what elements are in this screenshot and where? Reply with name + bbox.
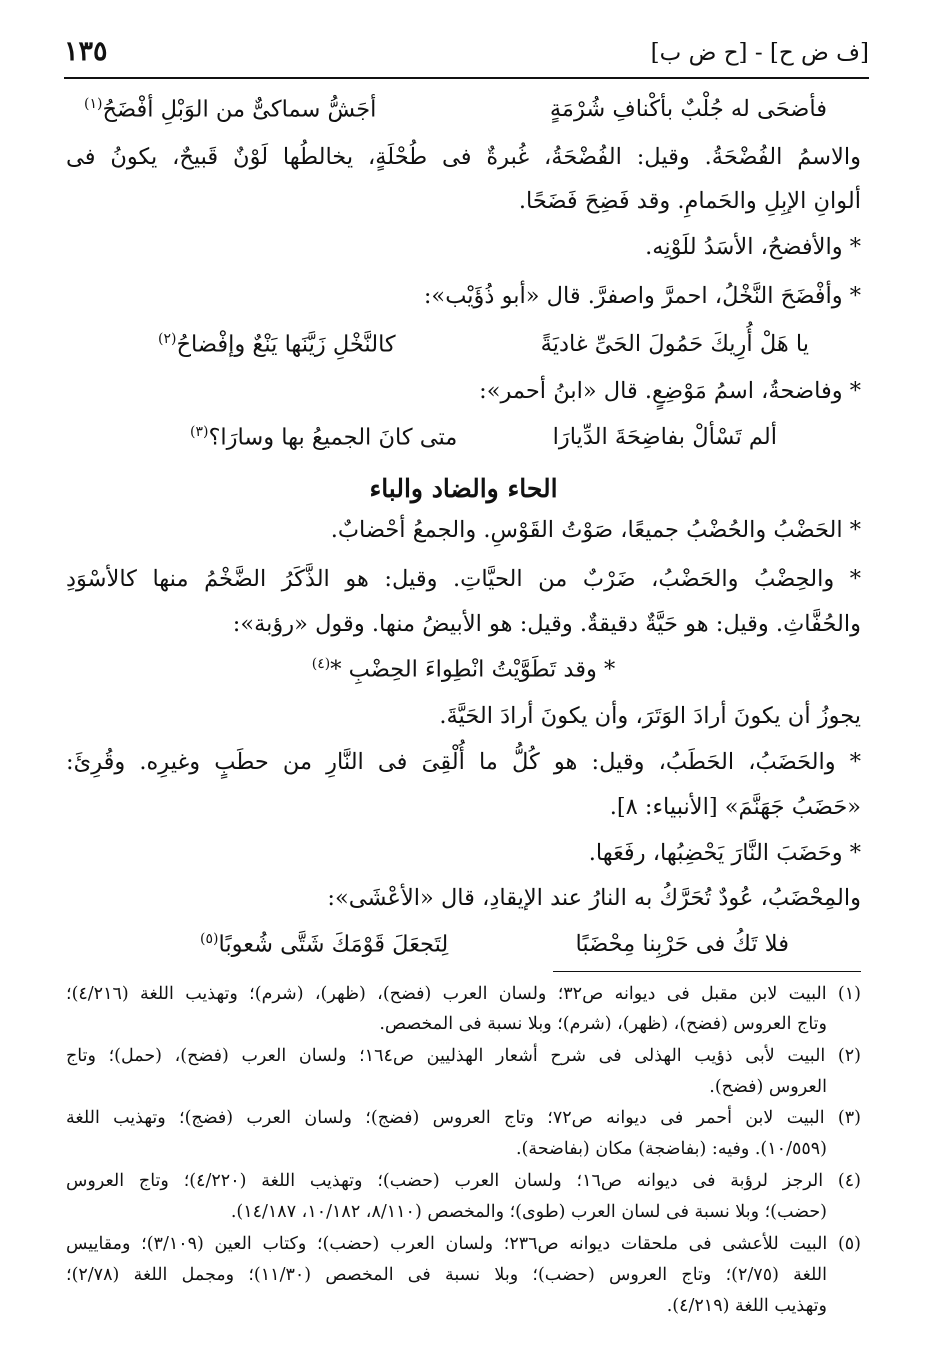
verse-2-second-hemistich xyxy=(158,330,396,360)
section-title: الحاء والضاد والباء xyxy=(369,474,558,503)
footnote-2-line: العروس (فضح). xyxy=(709,1077,827,1097)
verse-1-second-text: أجَشُّ سماكىٌّ من الوَبْلِ أفْضَحُ xyxy=(102,96,377,123)
verse-1-second-hemistich xyxy=(84,95,376,125)
footnote-ref-5: (٥) xyxy=(200,931,219,947)
verse-2-second-text: كالنَّخْلِ زَيَّنَها يَنْعٌ وإفْضاحُ xyxy=(176,331,396,358)
footnote-2-line: (٢) البيت لأبى ذؤيب الهذلى فى شرح أشعار الهذليين ص١٦٤؛ ولسان العرب (فضح)، (حمل)؛ وتاج xyxy=(66,1046,861,1066)
footnote-5-line: اللغة (٢/٧٥)؛ وتاج العروس (حضب)؛ وبلا نسبة فى المخصص (١١/٣٠)؛ ومجمل اللغة (٢/٧٨)؛ xyxy=(66,1265,827,1285)
footnote-ref-1: (١) xyxy=(84,96,103,112)
rajaz-text: * وقد تَطَوَّيْتُ انْطِواءَ الحِضْبِ * xyxy=(330,656,616,683)
footnote-5-line: (٥) البيت للأعشى فى ملحقات ديوانه ص٢٣٦؛ ولسان العرب (حضب)؛ وكتاب العين (٣/١٠٩)؛ ومقاييس xyxy=(66,1234,861,1254)
footnote-5-line: وتهذيب اللغة (٤/٢١٩). xyxy=(666,1296,827,1316)
entry-line: * وأفْضَحَ النَّخْلُ، احمرَّ واصفرَّ. قال «أبو ذُؤَيْب»: xyxy=(423,283,861,309)
root-title: [ف ض ح] - [ح ض ب] xyxy=(650,40,869,66)
entry-line: * والحِضْبُ والحَضْبُ، ضَرْبٌ من الحيَّاتِ. وقيل: هو الذَّكَرُ الضَّخْمُ منها كالأسْوَدِ xyxy=(66,566,861,592)
footnote-1-line: (١) البيت لابن مقبل فى ديوانه ص٣٢؛ ولسان العرب (فضح)، (ظهر)، (شرم)؛ وتهذيب اللغة (٤/٢١٦)؛ xyxy=(66,984,861,1004)
entry-line: * وحَضَبَ النَّارَ يَحْضِبُها، رفَعَها. xyxy=(588,840,861,866)
verse-1-first-hemistich: فأضحَى له جُلْبٌ بأكْنافِ شُرْمَةٍ xyxy=(549,96,827,122)
footnote-ref-4: (٤) xyxy=(311,656,331,672)
footnote-4-line: (٤) الرجز لرؤبة فى ديوانه ص١٦؛ ولسان العرب (حضب)؛ وتهذيب اللغة (٤/٢٢٠)؛ وتاج العروس xyxy=(66,1171,861,1191)
verse-2-first-hemistich: يا هَلْ أُرِيكَ حَمُولَ الحَىِّ غاديَةً xyxy=(540,331,809,357)
paragraph-line: والاسمُ الفُضْحَةُ. وقيل: الفُضْحَةُ، غُبرةٌ فى طُحْلَةٍ، يخالطُها لَوْنٌ قَبيحٌ، يكونُ فى xyxy=(66,144,861,170)
verse-5-first-hemistich: فلا تَكُ فى حَرْبِنا مِحْضَبًا xyxy=(575,931,789,957)
entry-line: * والأفضحُ، الأسَدُ للَوْنِه. xyxy=(645,234,861,260)
footnote-4-line: (حضب)؛ وبلا نسبة فى لسان العرب (طوى)؛ والمخصص (٨/١١٠، ١٠/١٨٢، ١٤/١٨٧). xyxy=(230,1202,827,1222)
page-number: ١٣٥ xyxy=(64,36,108,67)
paragraph-line: ألوانِ الإبِلِ والحَمامِ. وقد فَضِحَ فَضَحًا. xyxy=(518,188,861,214)
verse-5-second-hemistich xyxy=(200,930,448,960)
footnote-ref-3: (٣) xyxy=(190,424,209,440)
entry-line: * الحَضْبُ والحُضْبُ جميعًا، صَوْتُ القَوْسِ. والجمعُ أحْضابٌ. xyxy=(330,517,861,543)
paragraph-line: والمِحْضَبُ، عُودٌ تُحَرَّكُ به النارُ عند الإيقادِ، قال «الأعْشَى»: xyxy=(327,885,861,911)
footnote-3-line: (٣) البيت لابن أحمر فى ديوانه ص٧٢؛ وتاج العروس (فضج)؛ ولسان العرب (فضج)؛ وتهذيب اللغة xyxy=(66,1108,861,1128)
footnote-divider xyxy=(553,971,861,972)
entry-line: * والحَضَبُ، الحَطَبُ، وقيل: هو كُلُّ ما أُلْقِىَ فى النَّارِ من حطَبٍ وغيرِه. وقُرِئَ: xyxy=(66,749,861,775)
footnote-1-line: وتاج العروس (فضح)، (ظهر)، (شرم)؛ وبلا نسبة فى المخصص. xyxy=(379,1014,827,1034)
paragraph-line: والحُفَّاثِ. وقيل: هو حَيَّةٌ دقيقةٌ. وقيل: هو الأبيضُ منها. وقول «رؤبة»: xyxy=(232,611,861,637)
header-divider xyxy=(64,77,869,79)
footnote-3-line: (١٠/٥٥٩). وفيه: (بفاضجة) مكان (بفاضحة). xyxy=(515,1139,827,1159)
verse-3-first-hemistich: ألم تَسْألْ بفاضِحَةَ الدِّيارَا xyxy=(552,424,777,450)
verse-3-second-hemistich xyxy=(190,423,457,453)
verse-5-second-text: لِتَجعَلَ قَوْمَكَ شَتَّى شُعوبًا xyxy=(218,931,449,958)
rajaz-verse xyxy=(66,655,861,685)
entry-line: * وفاضحةُ، اسمُ مَوْضِعٍ. قال «ابنُ أحمر»: xyxy=(479,378,861,404)
verse-3-second-text: متى كانَ الجميعُ بها وسارَا؟ xyxy=(208,424,458,451)
paragraph-line: «حَضَبُ جَهَنَّمَ» [الأنبياء: ٨]. xyxy=(609,794,861,820)
paragraph-line: يجوزُ أن يكونَ أرادَ الوَتَرَ، وأن يكونَ أرادَ الحَيَّةَ. xyxy=(439,703,861,729)
footnote-ref-2: (٢) xyxy=(158,331,177,347)
